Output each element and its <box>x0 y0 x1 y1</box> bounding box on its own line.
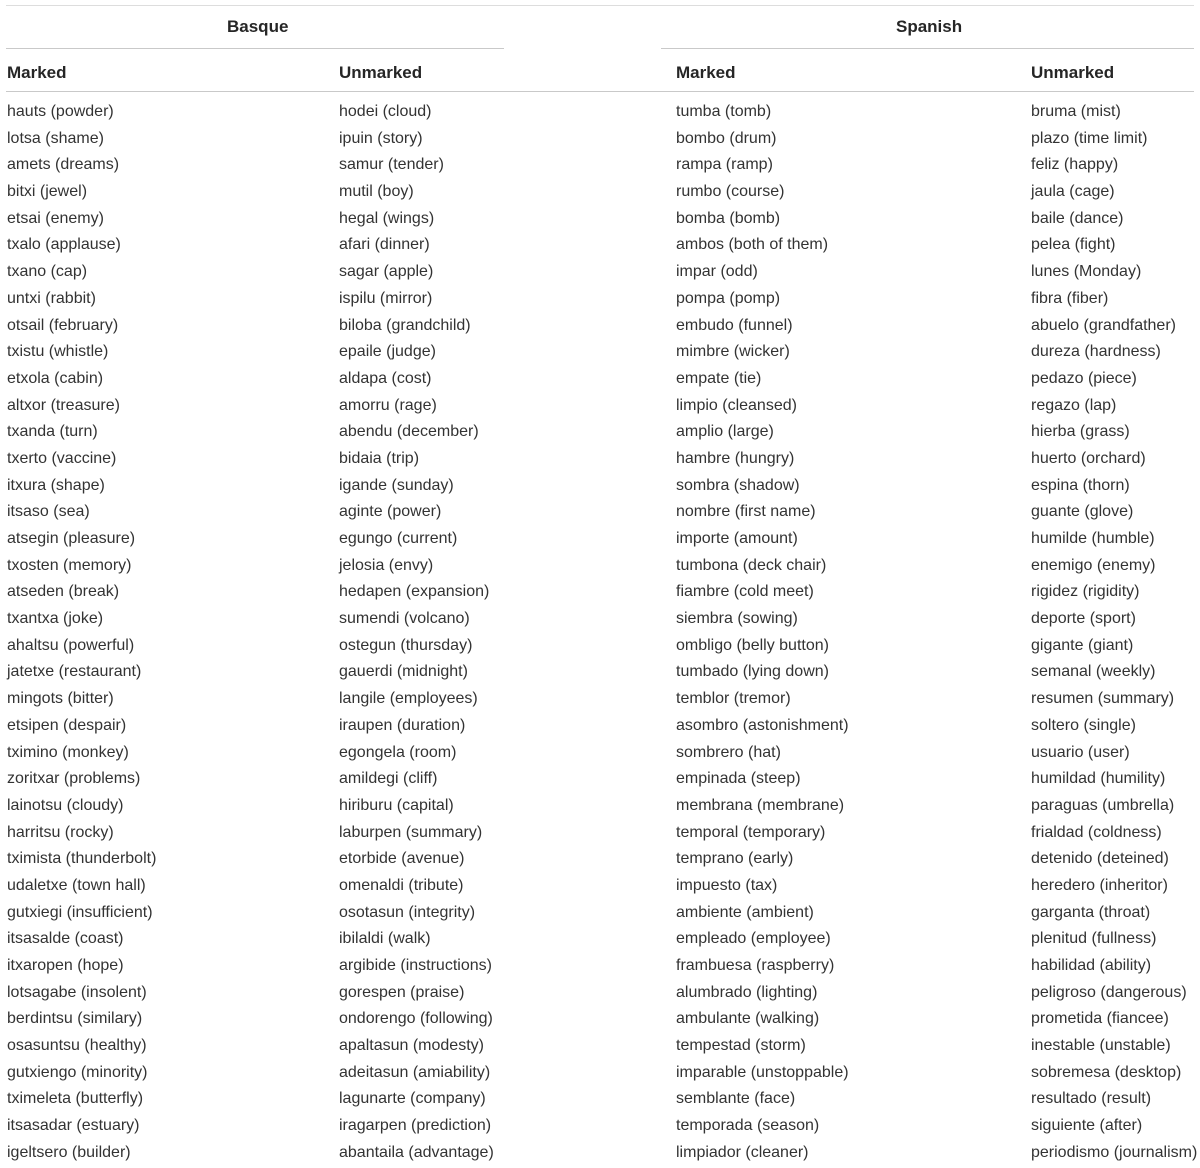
word-cell: siembra (sowing) <box>676 610 798 628</box>
word-cell: igande (sunday) <box>339 476 454 494</box>
word-cell: berdintsu (similary) <box>7 1010 143 1028</box>
word-cell: temporada (season) <box>676 1117 820 1135</box>
word-cell: heredero (inheritor) <box>1031 876 1168 894</box>
word-cell: omenaldi (tribute) <box>339 876 464 894</box>
word-cell: espina (thorn) <box>1031 476 1130 494</box>
word-cell: ibilaldi (walk) <box>339 930 431 948</box>
word-cell: jaula (cage) <box>1031 183 1115 201</box>
word-cell: temporal (temporary) <box>676 823 826 841</box>
word-cell: udaletxe (town hall) <box>7 876 146 894</box>
word-cell: asombro (astonishment) <box>676 716 849 734</box>
word-cell: etorbide (avenue) <box>339 850 465 868</box>
word-cell: ondorengo (following) <box>339 1010 493 1028</box>
word-cell: bidaia (trip) <box>339 449 420 467</box>
word-cell: ombligo (belly button) <box>676 636 829 654</box>
word-cell: pedazo (piece) <box>1031 369 1137 387</box>
basque-marked-header: Marked <box>7 63 67 82</box>
word-cell: nombre (first name) <box>676 503 816 521</box>
word-cell: osotasun (integrity) <box>339 903 476 921</box>
word-cell: itsasadar (estuary) <box>7 1117 140 1135</box>
word-cell: iragarpen (prediction) <box>339 1117 492 1135</box>
word-cell: hauts (powder) <box>7 103 114 120</box>
word-cell: itsaso (sea) <box>7 503 90 521</box>
word-cell: ispilu (mirror) <box>339 289 433 307</box>
word-cell: osasuntsu (healthy) <box>7 1037 147 1055</box>
basque-marked-column <box>7 99 156 1167</box>
word-cell: inestable (unstable) <box>1031 1037 1171 1055</box>
word-cell: sombrero (hat) <box>676 743 781 761</box>
word-cell: periodismo (journalism) <box>1031 1143 1198 1161</box>
word-cell: imparable (unstoppable) <box>676 1063 849 1081</box>
word-cell: etxola (cabin) <box>7 369 104 387</box>
word-cell: jelosia (envy) <box>339 556 434 574</box>
word-cell: humilde (humble) <box>1031 530 1155 547</box>
word-cell: usuario (user) <box>1031 743 1130 761</box>
word-cell: enemigo (enemy) <box>1031 556 1156 574</box>
word-cell: altxor (treasure) <box>7 396 120 414</box>
word-cell: txano (cap) <box>7 263 88 281</box>
word-cell: untxi (rabbit) <box>7 289 96 307</box>
word-cell: lunes (Monday) <box>1031 263 1142 281</box>
word-cell: lainotsu (cloudy) <box>7 796 124 814</box>
word-cell: limpiador (cleaner) <box>676 1143 809 1161</box>
word-cell: argibide (instructions) <box>339 957 492 974</box>
word-cell: temblor (tremor) <box>676 690 791 708</box>
word-cell: txistu (whistle) <box>7 343 109 361</box>
word-cell: plenitud (fullness) <box>1031 930 1157 948</box>
word-cell: ambos (both of them) <box>676 236 829 254</box>
word-cell: paraguas (umbrella) <box>1031 796 1175 814</box>
basque-group-rule <box>6 48 504 49</box>
word-cell: gutxiegi (insufficient) <box>7 903 153 921</box>
word-cell: sagar (apple) <box>339 263 434 281</box>
word-cell: tximeleta (butterfly) <box>7 1090 144 1108</box>
word-cell: ambulante (walking) <box>676 1010 820 1028</box>
word-cell: itxura (shape) <box>7 476 105 494</box>
word-cell: impuesto (tax) <box>676 876 778 894</box>
word-cell: resultado (result) <box>1031 1090 1152 1108</box>
word-cell: apaltasun (modesty) <box>339 1037 484 1055</box>
basque-group-title: Basque <box>227 17 289 36</box>
word-cell: abendu (december) <box>339 423 479 441</box>
word-cell: importe (amount) <box>676 530 798 547</box>
word-cell: hegal (wings) <box>339 209 435 227</box>
word-cell: pelea (fight) <box>1031 236 1116 254</box>
word-cell: pompa (pomp) <box>676 289 781 307</box>
word-cell: empinada (steep) <box>676 770 801 788</box>
word-cell: igeltsero (builder) <box>7 1143 131 1161</box>
word-cell: habilidad (ability) <box>1031 957 1152 974</box>
word-cell: sombra (shadow) <box>676 476 800 494</box>
word-cell: embudo (funnel) <box>676 316 793 334</box>
word-cell: laburpen (summary) <box>339 823 483 841</box>
word-cell: amildegi (cliff) <box>339 770 438 788</box>
word-cell: epaile (judge) <box>339 343 436 361</box>
word-cell: gigante (giant) <box>1031 636 1134 654</box>
word-cell: resumen (summary) <box>1031 690 1175 708</box>
header-rule <box>6 91 1194 92</box>
word-cell: prometida (fiancee) <box>1031 1010 1169 1028</box>
word-cell: fibra (fiber) <box>1031 289 1109 307</box>
word-cell: empleado (employee) <box>676 930 831 948</box>
word-cell: ambiente (ambient) <box>676 903 814 921</box>
word-cell: hodei (cloud) <box>339 103 432 120</box>
word-cell: frambuesa (raspberry) <box>676 957 835 974</box>
word-cell: txerto (vaccine) <box>7 449 117 467</box>
word-cell: tempestad (storm) <box>676 1037 806 1055</box>
word-cell: abuelo (grandfather) <box>1031 316 1176 334</box>
word-cell: soltero (single) <box>1031 716 1136 734</box>
word-cell: langile (employees) <box>339 690 478 708</box>
word-cell: rigidez (rigidity) <box>1031 583 1140 601</box>
word-cell: mingots (bitter) <box>7 690 114 708</box>
word-cell: alumbrado (lighting) <box>676 983 818 1001</box>
word-cell: tumbado (lying down) <box>676 663 829 681</box>
word-cell: gorespen (praise) <box>339 983 465 1001</box>
word-cell: sobremesa (desktop) <box>1031 1063 1182 1081</box>
word-cell: plazo (time limit) <box>1031 129 1148 147</box>
word-cell: bruma (mist) <box>1031 103 1121 120</box>
word-cell: jatetxe (restaurant) <box>7 663 142 681</box>
word-cell: baile (dance) <box>1031 209 1124 227</box>
word-cell: bitxi (jewel) <box>7 183 88 201</box>
word-cell: temprano (early) <box>676 850 794 868</box>
word-cell: membrana (membrane) <box>676 796 845 814</box>
word-cell: tximino (monkey) <box>7 743 129 761</box>
word-cell: etsipen (despair) <box>7 716 127 734</box>
word-cell: amorru (rage) <box>339 396 437 414</box>
word-cell: etsai (enemy) <box>7 209 104 227</box>
word-cell: iraupen (duration) <box>339 716 466 734</box>
word-cell: humildad (humility) <box>1031 770 1166 788</box>
word-cell: fiambre (cold meet) <box>676 583 814 601</box>
word-cell: atseden (break) <box>7 583 120 601</box>
word-cell: rumbo (course) <box>676 183 785 201</box>
word-cell: zoritxar (problems) <box>7 770 141 788</box>
word-cell: empate (tie) <box>676 369 762 387</box>
word-cell: limpio (cleansed) <box>676 396 797 414</box>
spanish-group-title: Spanish <box>896 17 963 36</box>
word-cell: gutxiengo (minority) <box>7 1063 148 1081</box>
word-cell: itsasalde (coast) <box>7 930 124 948</box>
word-cell: txalo (applause) <box>7 236 121 254</box>
word-cell: aldapa (cost) <box>339 369 432 387</box>
word-cell: feliz (happy) <box>1031 156 1119 174</box>
word-cell: impar (odd) <box>676 263 758 281</box>
word-cell: afari (dinner) <box>339 236 430 254</box>
word-cell: siguiente (after) <box>1031 1117 1143 1135</box>
spanish-group-rule <box>661 48 1194 49</box>
word-cell: txosten (memory) <box>7 556 132 574</box>
word-cell: lotsagabe (insolent) <box>7 983 147 1001</box>
word-cell: rampa (ramp) <box>676 156 773 174</box>
word-cell: samur (tender) <box>339 156 444 174</box>
word-cell: txantxa (joke) <box>7 610 104 628</box>
word-cell: mimbre (wicker) <box>676 343 790 361</box>
spanish-unmarked-column <box>1031 99 1197 1167</box>
top-rule <box>6 5 1194 6</box>
word-cell: egongela (room) <box>339 743 457 761</box>
word-cell: hiriburu (capital) <box>339 796 454 814</box>
word-cell: sumendi (volcano) <box>339 610 470 628</box>
basque-unmarked-header: Unmarked <box>339 63 423 82</box>
word-cell: regazo (lap) <box>1031 396 1117 414</box>
word-cell: peligroso (dangerous) <box>1031 983 1187 1001</box>
spanish-marked-header: Marked <box>676 63 736 82</box>
word-cell: itxaropen (hope) <box>7 957 124 974</box>
word-cell: aginte (power) <box>339 503 442 521</box>
word-cell: ostegun (thursday) <box>339 636 473 654</box>
word-cell: frialdad (coldness) <box>1031 823 1162 841</box>
word-cell: deporte (sport) <box>1031 610 1136 628</box>
word-cell: detenido (deteined) <box>1031 850 1169 868</box>
word-cell: adeitasun (amiability) <box>339 1063 491 1081</box>
word-cell: amplio (large) <box>676 423 774 441</box>
word-cell: hedapen (expansion) <box>339 583 490 601</box>
word-cell: atsegin (pleasure) <box>7 530 136 547</box>
word-cell: lotsa (shame) <box>7 129 104 147</box>
word-cell: semanal (weekly) <box>1031 663 1156 681</box>
word-cell: garganta (throat) <box>1031 903 1151 921</box>
word-cell: abantaila (advantage) <box>339 1143 494 1161</box>
word-cell: tumba (tomb) <box>676 103 772 120</box>
word-cell: egungo (current) <box>339 530 458 547</box>
word-cell: otsail (february) <box>7 316 119 334</box>
word-cell: ipuin (story) <box>339 129 423 147</box>
word-cell: huerto (orchard) <box>1031 449 1146 467</box>
word-cell: ahaltsu (powerful) <box>7 636 135 654</box>
word-cell: hambre (hungry) <box>676 449 795 467</box>
spanish-unmarked-header: Unmarked <box>1031 63 1115 82</box>
word-cell: gauerdi (midnight) <box>339 663 468 681</box>
word-cell: lagunarte (company) <box>339 1090 486 1108</box>
spanish-marked-column <box>676 99 849 1167</box>
word-cell: bomba (bomb) <box>676 209 781 227</box>
word-cell: biloba (grandchild) <box>339 316 471 334</box>
word-cell: bombo (drum) <box>676 129 777 147</box>
word-cell: tumbona (deck chair) <box>676 556 827 574</box>
word-cell: dureza (hardness) <box>1031 343 1161 361</box>
word-cell: semblante (face) <box>676 1090 796 1108</box>
word-cell: tximista (thunderbolt) <box>7 850 157 868</box>
basque-unmarked-column <box>339 99 494 1167</box>
word-cell: hierba (grass) <box>1031 423 1130 441</box>
word-cell: mutil (boy) <box>339 183 414 201</box>
word-cell: txanda (turn) <box>7 423 98 441</box>
word-cell: amets (dreams) <box>7 156 120 174</box>
word-cell: harritsu (rocky) <box>7 823 114 841</box>
word-cell: guante (glove) <box>1031 503 1134 521</box>
